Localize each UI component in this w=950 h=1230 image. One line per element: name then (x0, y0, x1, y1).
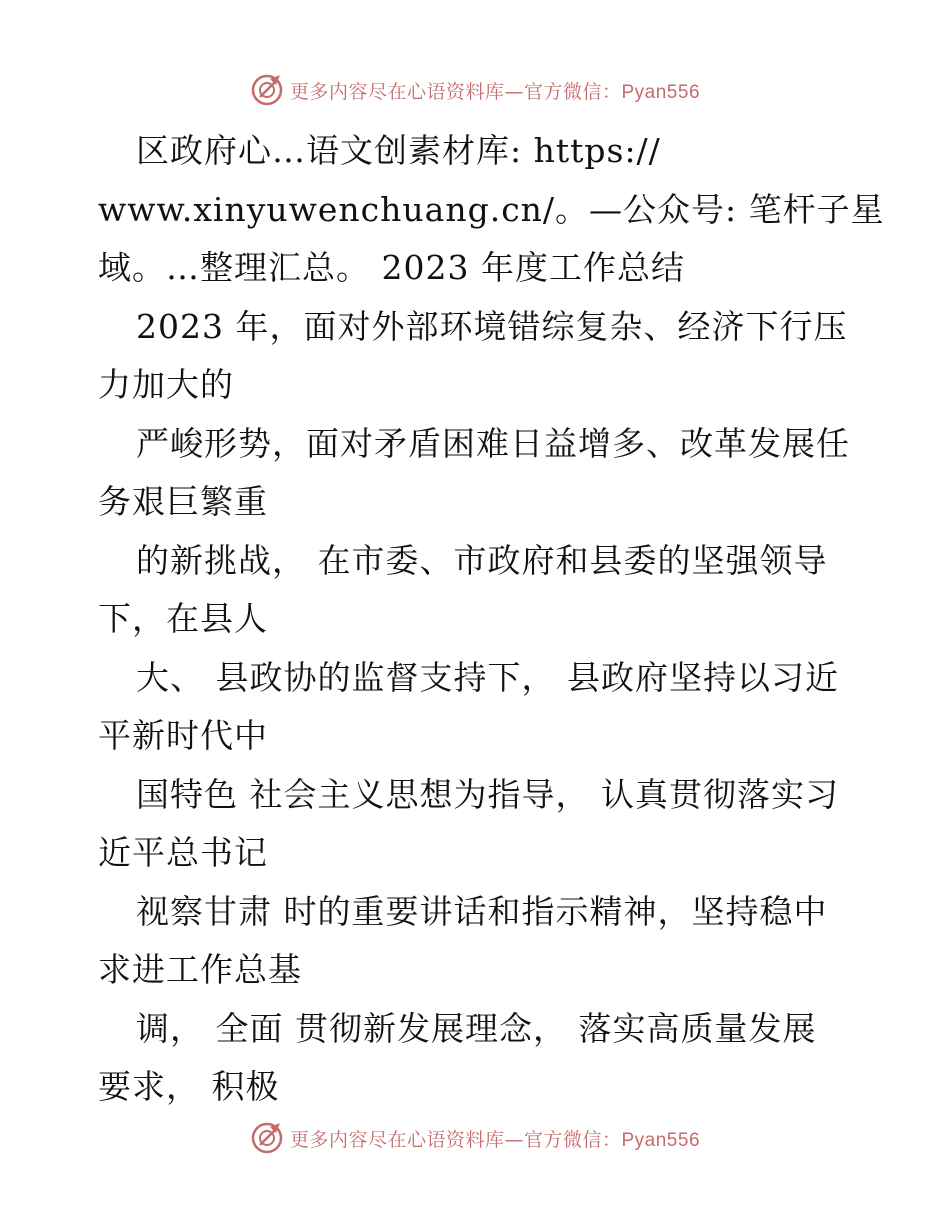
text-line: 严峻形势，面对矛盾困难日益增多、改革发展任 (136, 423, 850, 463)
text-line: 务艰巨繁重 (98, 482, 268, 521)
pen-flower-logo-icon (250, 1121, 284, 1155)
text-line: 域。…整理汇总。 2023 年度工作总结 (98, 248, 685, 287)
text-line: 的新挑战， 在市委、市政府和县委的坚强领导 (136, 540, 828, 580)
header-wechat-id: Pyan556 (621, 81, 701, 103)
text-line: 国特色 社会主义思想为指导， 认真贯彻落实习 (136, 774, 839, 814)
text-line: 力加大的 (98, 365, 234, 404)
header-banner-text: 更多内容尽在心语资料库—官方微信： (289, 80, 622, 103)
text-line: 近平总书记 (98, 833, 268, 872)
text-line: www.xinyuwenchuang.cn/。—公众号: 笔杆子星 (98, 189, 885, 229)
text-line: 区政府心…语文创素材库: https:// (136, 131, 661, 170)
footer-banner-text: 更多内容尽在心语资料库—官方微信： (289, 1128, 622, 1151)
text-line: 平新时代中 (98, 716, 268, 755)
footer-banner (0, 1118, 950, 1158)
footer-wechat-id: Pyan556 (621, 1129, 701, 1151)
pen-flower-logo-icon (250, 73, 284, 107)
text-line: 要求， 积极 (98, 1067, 280, 1106)
text-line: 大、 县政协的监督支持下， 县政府坚持以习近 (136, 657, 839, 697)
text-line: 调， 全面 贯彻新发展理念， 落实高质量发展 (136, 1008, 817, 1048)
header-banner (0, 70, 950, 110)
text-line: 求进工作总基 (98, 950, 302, 989)
text-line: 视察甘肃 时的重要讲话和指示精神，坚持稳中 (136, 891, 828, 931)
document-body (98, 122, 888, 1117)
text-line: 下，在县人 (98, 599, 268, 638)
text-line: 2023 年，面对外部环境错综复杂、经济下行压 (136, 306, 848, 346)
